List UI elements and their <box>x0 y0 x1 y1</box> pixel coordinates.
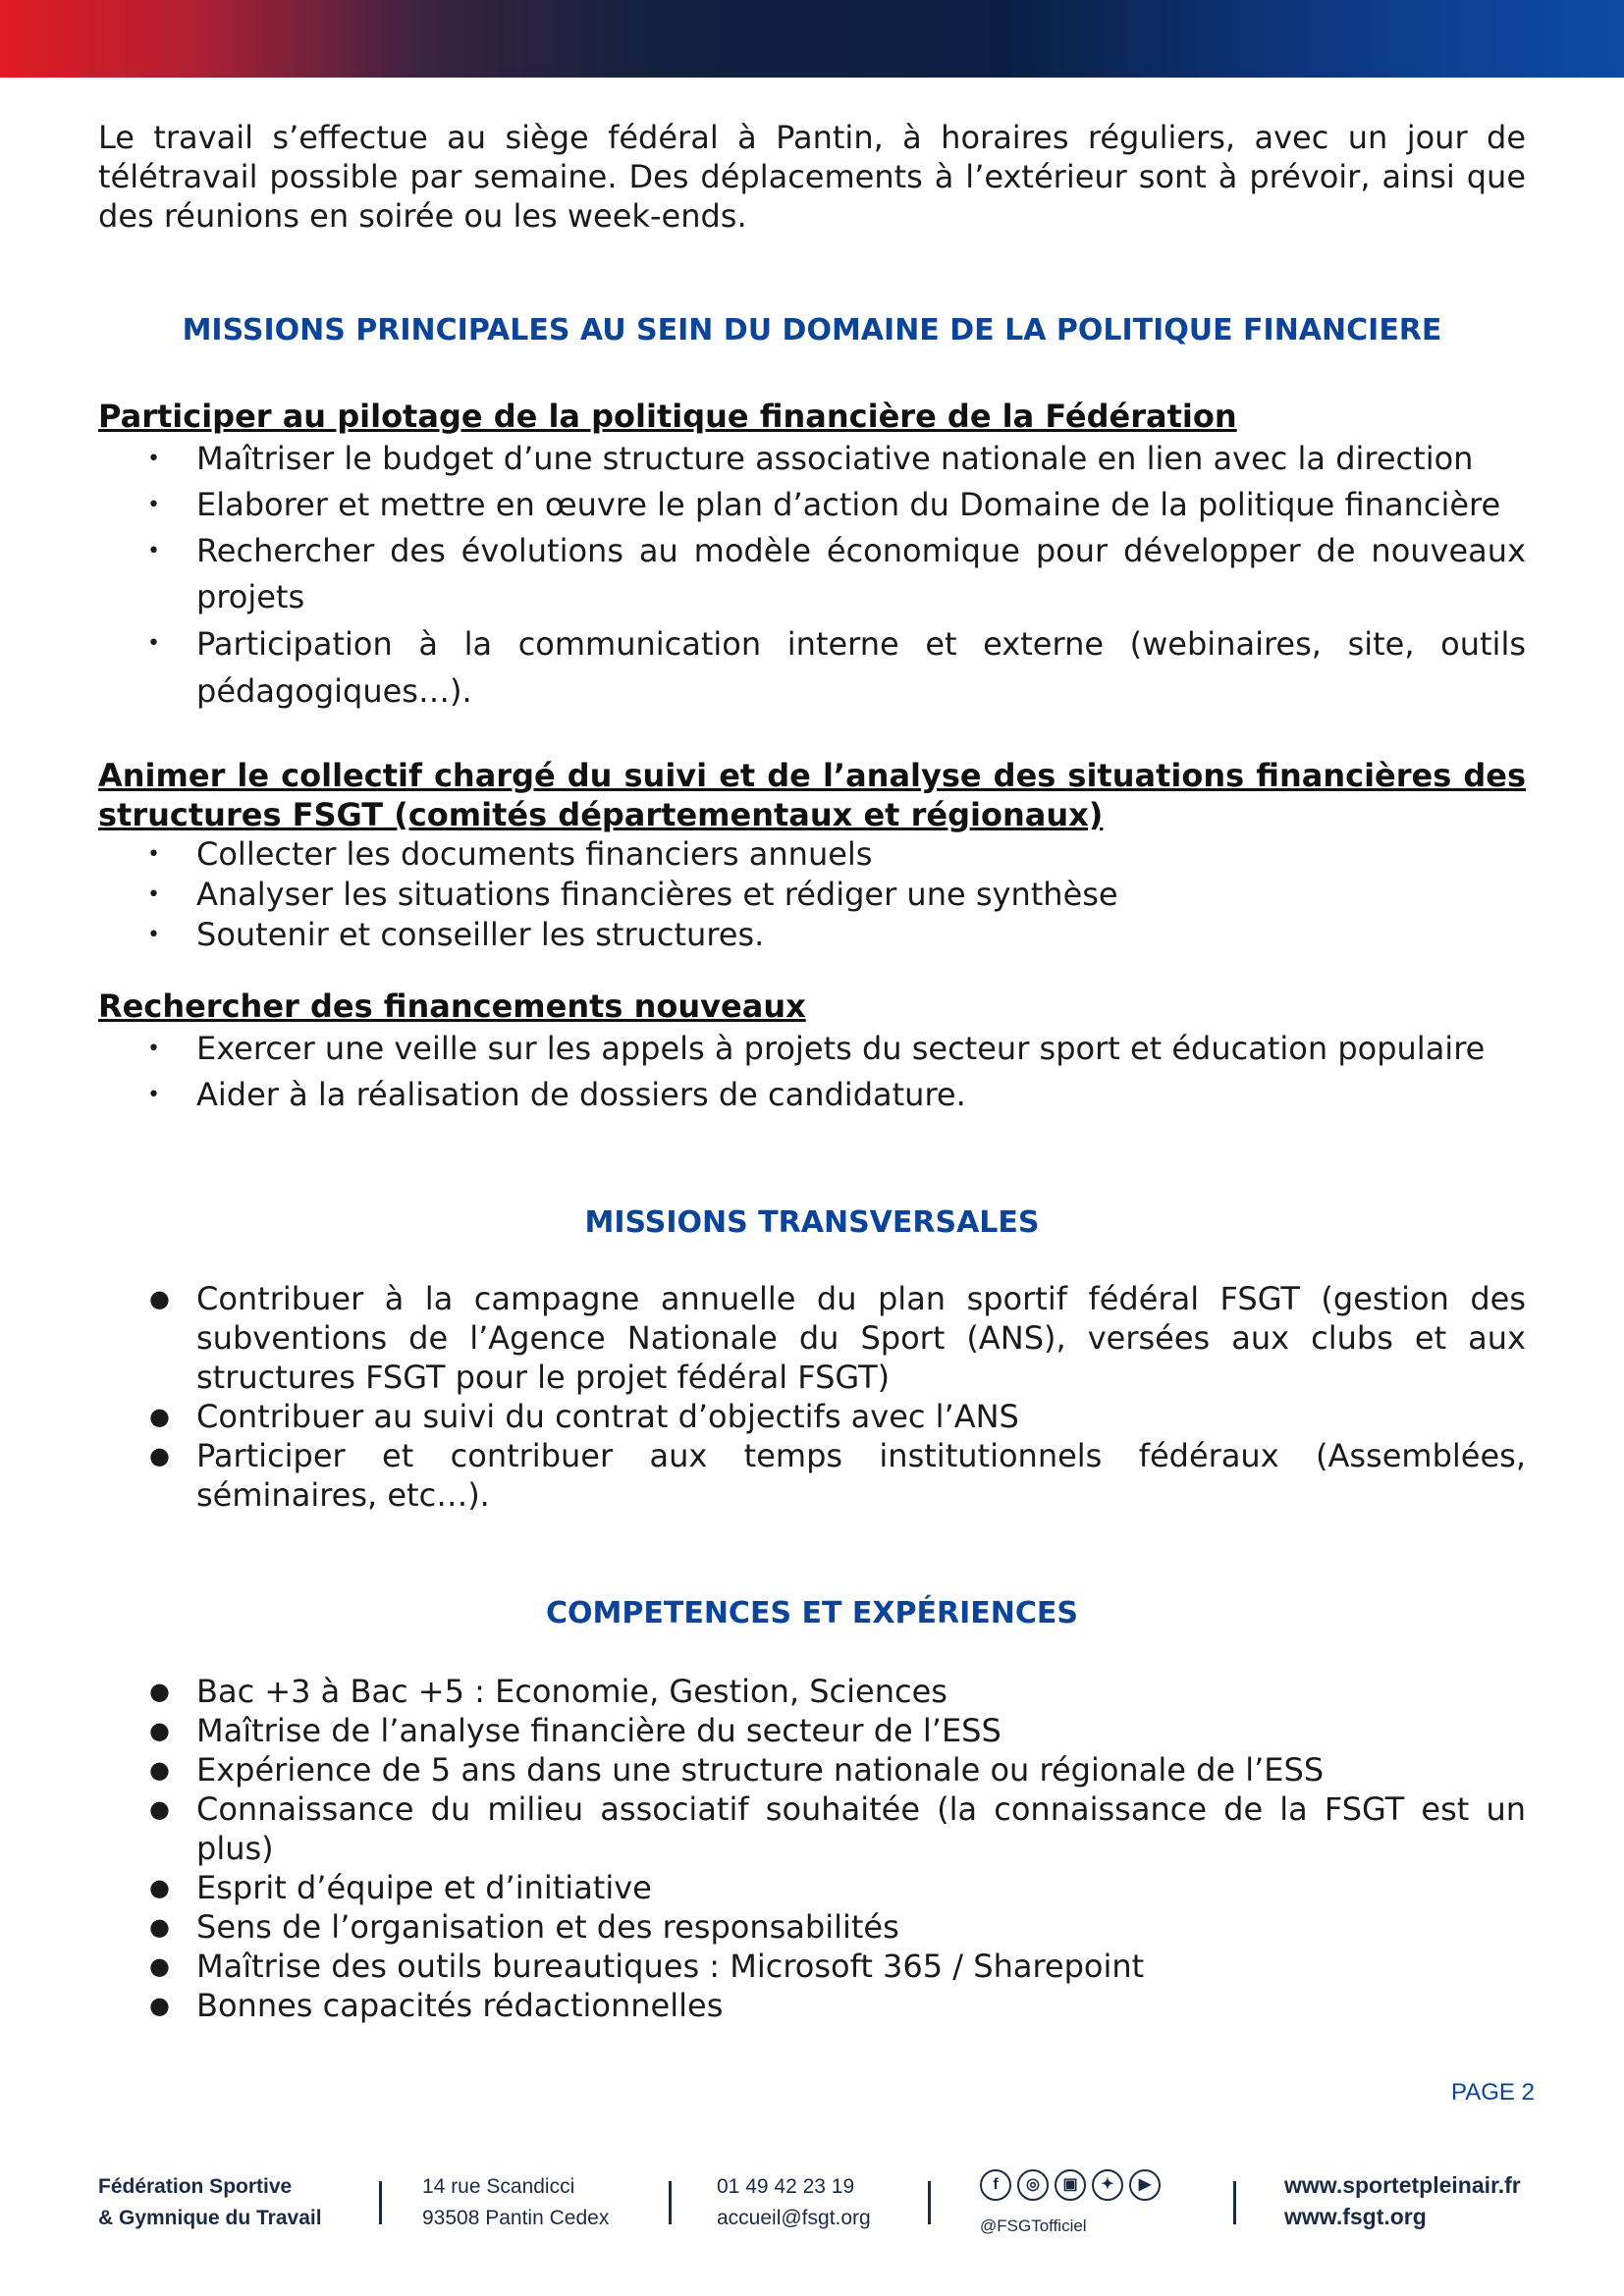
list-competences <box>98 1672 1526 2025</box>
bullet-icon: • <box>147 447 160 471</box>
list-item: • Soutenir et conseiller les structures. <box>147 916 765 953</box>
page-number: PAGE 2 <box>1451 2079 1535 2106</box>
list-item: ● Maîtrise de l’analyse financière du secteur de l’ESS <box>149 1712 1001 1749</box>
bullet-icon: ● <box>149 1717 170 1744</box>
footer-address: 14 rue Scandicci 93508 Pantin Cedex <box>422 2175 610 2229</box>
bullet-icon: • <box>147 493 160 517</box>
subheading-collectif: Animer le collectif chargé du suivi et de l’analyse des situations financières des structures FSGT (comités départementaux et régionaux) <box>98 757 1526 833</box>
footer-divider <box>669 2181 672 2224</box>
instagram-icon[interactable]: ◎ <box>1017 2169 1049 2201</box>
bullet-icon: ● <box>149 1678 170 1705</box>
bullet-icon: • <box>147 631 160 656</box>
list-item: • Elaborer et mettre en œuvre le plan d’action du Domaine de la politique financière <box>98 482 1526 528</box>
bullet-icon: ● <box>149 1992 170 2019</box>
footer-divider <box>928 2181 931 2224</box>
list-item: ● Bac +3 à Bac +5 : Economie, Gestion, Sciences <box>149 1673 947 1710</box>
bullet-icon: • <box>147 1037 160 1061</box>
list-item: • Participation à la communication interne et externe (webinaires, site, outils pédagogiques…). <box>98 620 1526 715</box>
footer-divider <box>1233 2181 1236 2224</box>
footer-websites <box>1284 2169 1521 2232</box>
bullet-icon: ● <box>149 1913 170 1941</box>
list-item: • Rechercher des évolutions au modèle économique pour développer de nouveaux projets <box>98 528 1526 620</box>
facebook-icon[interactable]: f <box>980 2169 1011 2201</box>
footer-phone: 01 49 42 23 19 <box>717 2175 855 2198</box>
section-title-competences: COMPETENCES ET EXPÉRIENCES <box>546 1596 1078 1630</box>
intro-paragraph: Le travail s’effectue au siège fédéral à Pantin, à horaires réguliers, avec un jour de télétravail possible par semaine. Des déplacements à l’extérieur sont à prévoir, ainsi que des réunions en soirée ou les week-ends. <box>98 119 1526 235</box>
bullet-icon: ● <box>149 1442 170 1469</box>
list-item: ● Sens de l’organisation et des responsabilités <box>149 1908 899 1946</box>
list-financements <box>98 1026 1526 1118</box>
list-item: ● Connaissance du milieu associatif souhaitée (la connaissance de la FSGT est un plus) <box>149 1790 1526 1867</box>
bullet-icon: • <box>147 882 160 907</box>
list-item: • Exercer une veille sur les appels à projets du secteur sport et éducation populaire <box>98 1026 1526 1072</box>
list-pilotage <box>98 436 1526 715</box>
list-item: • Aider à la réalisation de dossiers de candidature. <box>98 1072 1526 1118</box>
website-link-fsgt[interactable]: www.fsgt.org <box>1284 2204 1427 2229</box>
footer-divider <box>379 2181 382 2224</box>
website-link-sportetpleinair[interactable]: www.sportetpleinair.fr <box>1284 2172 1521 2198</box>
social-icons <box>980 2169 1166 2206</box>
bullet-icon: ● <box>149 1952 170 1980</box>
bullet-icon: • <box>147 842 160 867</box>
bullet-icon: ● <box>149 1795 170 1823</box>
list-item: ● Expérience de 5 ans dans une structure nationale ou régionale de l’ESS <box>149 1751 1325 1789</box>
bullet-icon: ● <box>149 1756 170 1784</box>
footer-organization: Fédération Sportive & Gymnique du Travail <box>98 2175 322 2229</box>
list-transversales <box>98 1279 1526 1515</box>
youtube-icon[interactable]: ▶ <box>1129 2169 1161 2201</box>
twitter-icon[interactable]: ✦ <box>1092 2169 1123 2201</box>
list-item: ● Contribuer à la campagne annuelle du plan sportif fédéral FSGT (gestion des subventions de l’Agence Nationale du Sport (ANS), versées aux clubs et aux structures FSGT pour le projet fédéral FSGT) <box>149 1280 1526 1396</box>
list-item: ● Maîtrise des outils bureautiques : Microsoft 365 / Sharepoint <box>149 1948 1145 1985</box>
list-item: ● Esprit d’équipe et d’initiative <box>149 1869 652 1906</box>
social-handle: @FSGTofficiel <box>980 2216 1087 2235</box>
footer-contact <box>717 2171 871 2234</box>
twitch-icon[interactable]: ▣ <box>1055 2169 1086 2201</box>
list-item: ● Participer et contribuer aux temps institutionnels fédéraux (Assemblées, séminaires, etc…). <box>149 1437 1526 1514</box>
section-title-missions-transversales: MISSIONS TRANSVERSALES <box>584 1205 1040 1240</box>
list-item: • Analyser les situations financières et rédiger une synthèse <box>147 876 1118 913</box>
list-collectif <box>98 834 1526 955</box>
subheading-pilotage: Participer au pilotage de la politique financière de la Fédération <box>98 398 1237 435</box>
footer-email-link[interactable]: accueil@fsgt.org <box>717 2207 871 2229</box>
bullet-icon: ● <box>149 1403 170 1430</box>
bullet-icon: ● <box>149 1285 170 1312</box>
list-item: ● Contribuer au suivi du contrat d’objectifs avec l’ANS <box>149 1398 1019 1435</box>
list-item: • Maîtriser le budget d’une structure associative nationale en lien avec la direction <box>98 436 1526 482</box>
list-item: • Collecter les documents financiers annuels <box>147 835 873 873</box>
bullet-icon: • <box>147 1083 160 1107</box>
bullet-icon: ● <box>149 1874 170 1901</box>
subheading-financements: Rechercher des financements nouveaux <box>98 988 806 1025</box>
bullet-icon: • <box>147 539 160 563</box>
document-body <box>98 118 1526 2025</box>
section-title-missions-principales: MISSIONS PRINCIPALES AU SEIN DU DOMAINE DE LA POLITIQUE FINANCIERE <box>182 313 1442 347</box>
bullet-icon: • <box>147 923 160 947</box>
footer <box>0 2160 1624 2268</box>
list-item: ● Bonnes capacités rédactionnelles <box>149 1987 724 2024</box>
header-gradient-bar <box>0 0 1624 78</box>
